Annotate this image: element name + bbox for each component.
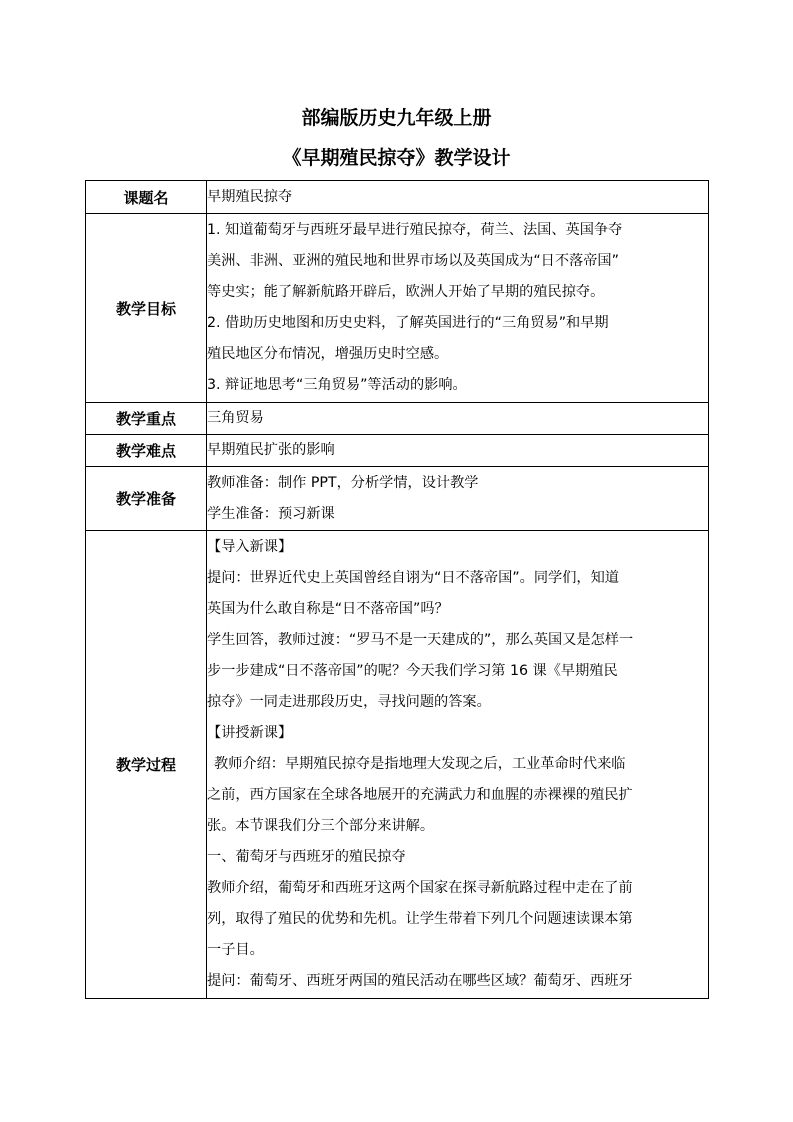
label-preparation: 教学准备 (86, 467, 207, 531)
document-subtitle: 《早期殖民掠夺》教学设计 (282, 147, 511, 169)
content-line: 1. 知道葡萄牙与西班牙最早进行殖民掠夺，荷兰、法国、英国争夺 (207, 222, 623, 238)
content-line: 教师介绍：早期殖民掠夺是指地理大发现之后，工业革命时代来临 (214, 756, 626, 772)
content-line: 3. 辩证地思考“三角贸易”等活动的影响。 (207, 377, 467, 393)
label-difficulty: 教学难点 (86, 435, 207, 467)
content-line: 提问：世界近代史上英国曾经自诩为“日不落帝国”。同学们，知道 (207, 570, 619, 586)
label-process: 教学过程 (86, 531, 207, 999)
table-row-difficulty (86, 435, 709, 467)
document-title: 部编版历史九年级上册 (301, 107, 492, 129)
label-key-point: 教学重点 (86, 403, 207, 435)
table-row-objectives (86, 214, 709, 403)
content-line: 早期殖民扩张的影响 (207, 442, 335, 458)
content-line: 等史实；能了解新航路开辟后，欧洲人开始了早期的殖民掠夺。 (207, 284, 605, 300)
content-line: 殖民地区分布情况，增强历史时空感。 (207, 346, 449, 362)
content-line: 教师准备：制作 PPT，分析学情，设计教学 (207, 474, 479, 491)
content-line: 学生回答，教师过渡：“罗马不是一天建成的”，那么英国又是怎样一 (207, 632, 634, 648)
content-line: 三角贸易 (207, 410, 264, 426)
content-line: 列，取得了殖民的优势和先机。让学生带着下列几个问题速读课本第 (207, 911, 633, 927)
content-line: 步一步建成“日不落帝国”的呢？今天我们学习第 16 课《早期殖民 (207, 663, 618, 679)
subsection-heading: 一、葡萄牙与西班牙的殖民掠夺 (207, 849, 406, 865)
content-line: 学生准备：预习新课 (207, 505, 335, 522)
content-line: 之前，西方国家在全球各地展开的充满武力和血腥的赤裸裸的殖民扩 (207, 787, 633, 803)
content-line: 2. 借助历史地图和历史史料，了解英国进行的“三角贸易”和早期 (207, 315, 609, 331)
label-topic: 课题名 (86, 181, 207, 214)
content-line: 美洲、非洲、亚洲的殖民地和世界市场以及英国成为“日不落帝国” (207, 253, 619, 269)
content-key-point (207, 403, 709, 435)
content-line: 教师介绍，葡萄牙和西班牙这两个国家在探寻新航路过程中走在了前 (207, 880, 633, 896)
section-heading: 【导入新课】 (207, 539, 293, 555)
table-row-key-point (86, 403, 709, 435)
content-line: 张。本节课我们分三个部分来讲解。 (207, 818, 435, 834)
content-difficulty (207, 435, 709, 467)
table-row-preparation (86, 467, 709, 531)
content-line: 提问：葡萄牙、西班牙两国的殖民活动在哪些区域？葡萄牙、西班牙 (207, 973, 633, 989)
table-row-process (86, 531, 709, 999)
content-line: 掠夺》一同走进那段历史，寻找问题的答案。 (207, 694, 491, 710)
content-preparation (207, 467, 709, 531)
section-heading: 【讲授新课】 (207, 725, 293, 741)
content-objectives (207, 214, 709, 403)
content-line: 早期殖民掠夺 (207, 188, 293, 205)
content-topic (207, 181, 709, 214)
table-row-topic (86, 181, 709, 214)
lesson-plan-table (85, 180, 709, 999)
content-line: 一子目。 (207, 942, 264, 958)
label-objectives: 教学目标 (86, 214, 207, 403)
content-process (207, 531, 709, 999)
content-line: 英国为什么敢自称是“日不落帝国”吗？ (207, 601, 449, 617)
